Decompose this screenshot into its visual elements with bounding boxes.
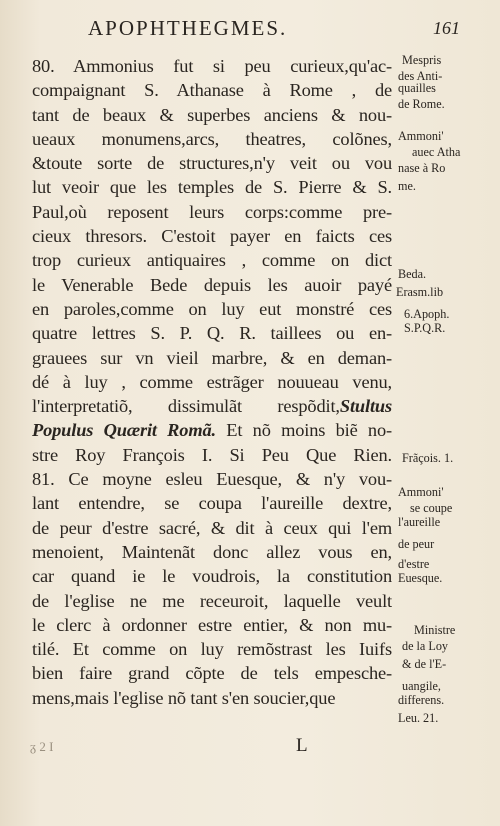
text-line: ueaux monumens,arcs, theatres, colõnes, [32,128,392,149]
text-line: le Venerable Bede depuis les auoir payé [32,274,392,295]
text-line: tilé. Et comme on luy remõstrast les Iuifs [32,639,392,660]
text-line: 80. Ammonius fut si peu curieux,qu'ac- [32,56,392,76]
margin-note: uangile, [402,679,441,693]
text-fragment: l'interpretatiõ, dissimulãt respõdit, [32,396,340,417]
margin-note: se coupe [410,501,453,515]
text-line: lut veoir que les temples de S. Pierre & S. [32,177,392,198]
margin-note: differens. [398,693,445,707]
margin-note: des Anti- [398,69,443,83]
text-line: grauees sur vn vieil marbre, & en deman- [32,347,392,368]
text-line: tant de beaux & superbes anciens & nou- [32,104,392,125]
margin-note: Frãçois. 1. [402,451,454,465]
text-line: &toute sorte de structures,n'y veit ou vou [32,153,392,174]
margin-note: l'aureille [398,515,441,529]
text-line: de l'eglise ne me receuroit, laquelle veult [32,590,392,611]
text-line: dé à luy , comme estrãger nouueau venu, [32,371,392,392]
margin-note: Mespris [402,53,442,67]
text-line: cieux thresors. C'estoit payer en faicts ces [32,226,392,247]
text-line: Paul,où reposent leurs corps:comme pre- [32,201,392,222]
margin-note: Euesque. [398,571,443,585]
margin-note: de Rome. [398,97,445,111]
margin-note: Erasm.lib [396,285,444,299]
text-line: 81. Ce moyne esleu Euesque, & n'y vou- [32,469,392,490]
text-line: trop curieux antiquaires , comme on dict [32,250,392,271]
text-line: lant entendre, se coupa l'aureille dextre, [32,493,392,514]
margin-note: Beda. [398,267,427,281]
margin-note: 6.Apoph. [404,307,450,321]
text-line: en paroles,comme on luy eut monstré ces [32,298,392,319]
text-line: compaignant S. Athanase à Rome , de [32,80,392,101]
margin-note: S.P.Q.R. [404,321,446,335]
text-line: de peur d'estre sacré, & dit à ceux qui l'em [32,517,392,538]
text-line: stre Roy François I. Si Peu Que Rien. [32,444,392,465]
margin-note: & de l'E- [402,657,447,671]
text-line: bien faire grand cõpte de tels empesche- [32,663,392,684]
margin-note: auec Atha [412,145,461,159]
margin-note: Ammoni' [398,129,444,143]
text-line: quatre lettres S. P. Q. R. taillees ou en- [32,323,392,344]
margin-note: Ammoni' [398,485,444,499]
margin-note: nase à Ro [398,161,446,175]
margin-note: Leu. 21. [398,711,439,725]
margin-note: Ministre [414,623,456,637]
text-line [32,418,392,442]
margin-note: de la Loy [402,639,449,653]
page-number: 161 [433,18,460,38]
text-line [32,394,392,418]
text-line: car quand ie le voudrois, la constitution [32,566,392,587]
folio-mark: ᵹ 2 I [30,739,54,754]
text-fragment: Et nõ moins biẽ no- [216,420,392,441]
margin-note: d'estre [398,557,430,571]
italic-phrase: Stultus [339,396,392,417]
margin-note: quailles [398,81,436,95]
text-line: mens,mais l'eglise nõ tant s'en soucier,que [32,687,336,708]
running-title: APOPHTHEGMES. [88,16,288,40]
main-text-block [32,54,392,710]
text-line: le clerc à ordonner estre entier, & non mu- [32,614,392,635]
margin-note: me. [398,179,416,193]
italic-phrase: Populus Quærit Romã. [32,420,216,441]
signature-mark: L [296,735,308,756]
margin-note: de peur [398,537,435,551]
text-line: menoient, Maintenãt donc allez vous en, [32,541,392,562]
